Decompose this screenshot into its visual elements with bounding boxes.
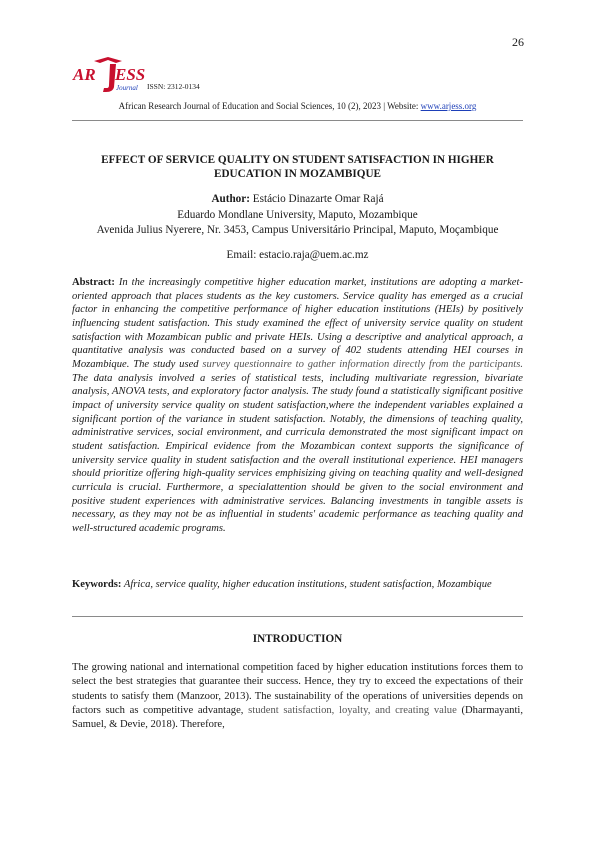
journal-logo: [72, 55, 150, 93]
paper-title: EFFECT OF SERVICE QUALITY ON STUDENT SATISFACTION IN HIGHER EDUCATION IN MOZAMBIQUE: [101, 154, 494, 180]
intro-text-2: (Dharmayanti, Samuel, & Devie, 2018). Therefore,: [72, 704, 523, 731]
intro-text-1: The growing national and international competition faced by higher education institutions forces them to select the best strategies that guarantee their success. Hence, they try to exceed the expectations of their students to satisfy them (Manzoor, 2013). The sustainability of the operations of universities depends on factors such as competitive advantage,: [72, 662, 523, 716]
author-affiliation: Eduardo Mondlane University, Maputo, Mozambique: [177, 208, 418, 221]
page-number: 26: [512, 35, 524, 49]
svg-text:ESS: ESS: [115, 65, 146, 84]
svg-text:Journal: Journal: [116, 84, 138, 92]
keywords-label: Keywords:: [72, 579, 122, 590]
author-line: [72, 192, 523, 208]
author-email: Email: estacio.raja@uem.ac.mz: [226, 249, 369, 261]
keywords-text: Africa, service quality, higher education institutions, student satisfaction, Mozambique: [121, 579, 492, 590]
journal-citation: [72, 101, 523, 111]
author-address: Avenida Julius Nyerere, Nr. 3453, Campus Universitário Principal, Maputo, Moçambique: [96, 224, 499, 236]
svg-text:AR: AR: [73, 65, 96, 84]
abstract-text-soft: survey questionnaire to gather information directly from the participants.: [202, 358, 523, 370]
keywords: [72, 578, 523, 592]
intro-text-soft: student satisfaction, loyalty, and creating value: [248, 704, 457, 716]
header-divider: [72, 120, 523, 121]
journal-website-link[interactable]: www.arjess.org: [420, 101, 477, 111]
author-label: Author:: [211, 193, 250, 205]
journal-citation-text: African Research Journal of Education and Social Sciences, 10 (2), 2023 | Website:: [118, 101, 421, 111]
abstract-text-1: In the increasingly competitive higher education market, institutions are adopting a market-oriented approach that places students as the key customers. Service quality has emerged as a crucial factor in enhancing the competitive performance of higher education institutions (HEIs) by positively influencing student satisfaction. This study examined the effect of university service quality on student satisfaction with Mozambican public and private HEIs. Using a descriptive and analytical approach, a quantitative analysis was conducted based on a survey of 402 students attending HEI courses in Mozambique. The study used: [72, 277, 523, 370]
introduction-paragraph: [72, 661, 523, 732]
abstract-text-2: The data analysis involved a series of statistical tests, including multivariate regression, bivariate analysis, ANOVA tests, and exploratory factor analysis. The study found a statistically significant positive impact of university service quality on student satisfaction,where the independent variables explained a significant portion of the variance in student satisfaction. Notably, the dimensions of teaching quality, administrative services, social environment, and curricula demonstrated the most significant impact on student satisfaction. Empirical evidence from the Mozambican context supports the significance of university service quality in student satisfaction and the overall institutional experience. HEI managers should prioritize offering high-quality services emphisizing giving on teaching quality and well-designed curricula is crucial. Furthermore, a specialattention should be given to the social environment and positive student experiences with administrative services. Balancing investments in tangible assets is necessary, as they may not be as influential in students' academic performance as teaching quality and well-structured academic programs.: [72, 372, 523, 534]
author-block: [72, 192, 523, 239]
section-divider: [72, 616, 523, 617]
author-name: Estácio Dinazarte Omar Rajá: [249, 193, 384, 205]
abstract: [72, 276, 523, 535]
issn: ISSN: 2312-0134: [147, 82, 200, 91]
abstract-label: Abstract:: [72, 277, 115, 288]
introduction-heading: INTRODUCTION: [252, 633, 343, 645]
